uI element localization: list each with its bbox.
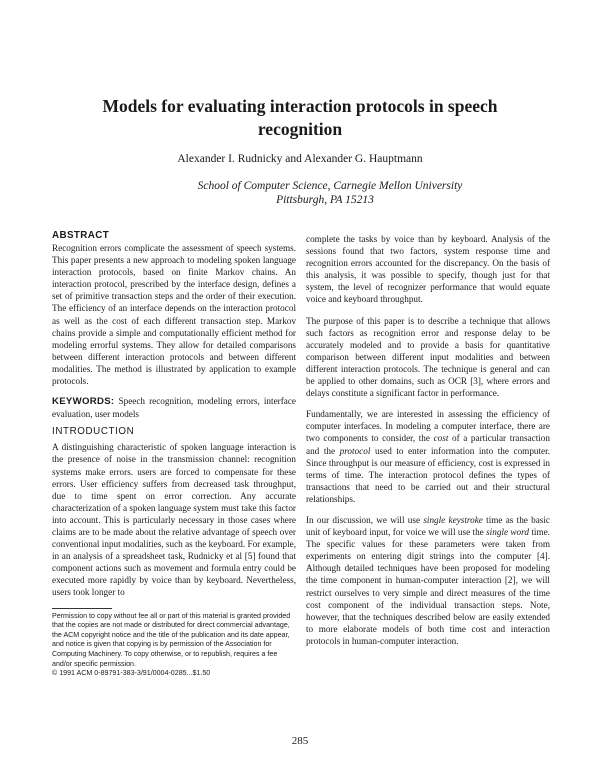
paragraph-4-part-c: time. The specific values for these parameters were taken from experiments on entering digit strings into the computer [4]. Although detailed techniques have been proposed for modeling the time component in human-computer interaction [2], we will restrict ourselves to very simple and direct measures of the time cost component of the individual transaction steps. Note, however, that the techniques described below are easily extended to more elaborate models of both time cost and interaction protocols in human-computer interaction. [306, 527, 550, 646]
paragraph-3 [306, 408, 550, 505]
introduction-text: A distinguishing characteristic of spoken language interaction is the presence of noise in the transmission channel: recognition systems make errors. users are forced to compensate for these errors. User efficiency suffers from decreased task throughput, due to time spent on error correction. Any accurate characterization of a spoken language system must take this factor into account. This is particularly necessary in those cases where claims are to be made about the relative advantage of speech over conventional input modalities, such as the keyboard. For example, in an analysis of a spreadsheet task, Rudnicky et al [5] found that component actions such as movement and formula entry could be executed more rapidly by voice than by keyboard. Nevertheless, users took longer to [52, 442, 296, 598]
keywords-label: KEYWORDS: [52, 396, 115, 408]
title-line-1: Models for evaluating interaction protocols in speech [102, 96, 498, 116]
copyright-permission: Permission to copy without fee all or part of this material is granted provided that the copies are not made or distributed for direct commercial advantage, the ACM copyright notice and the title of the publication and its date appear, and notice is given that copying is by permission of the Association for Computing Machinery. To copy otherwise, or to republish, requires a fee and/or specific permission. [52, 611, 291, 668]
term-single-word: single word [486, 527, 529, 538]
copyright-line: © 1991 ACM 0-89791-383-3/91/0004-0285...$1.50 [52, 669, 211, 678]
keywords-text: Speech recognition, modeling errors, interface evaluation, user models [52, 396, 296, 420]
affiliation [40, 179, 560, 207]
paragraph-3-part-b: of a particular transaction and the [306, 433, 550, 456]
title-line-2: recognition [257, 119, 343, 139]
affiliation-line-1: School of Computer Science, Carnegie Mellon University [197, 180, 463, 192]
affiliation-line-2: Pittsburgh, PA 15213 [276, 194, 374, 206]
term-single-keystroke: single keystroke [423, 514, 483, 525]
page-number: 285 [291, 735, 309, 747]
abstract-text: Recognition errors complicate the assessment of speech systems. This paper presents a new approach to modeling spoken language interaction protocols, based on finite Markov chains. An interaction protocol, prescribed by the interface design, defines a set of primitive transaction steps and the order of their execution. The efficiency of an interface depends on the interaction protocol as well as the cost of each different transaction step. Markov chains provide a simple and computationally efficient method for modeling errorful systems. They allow for detailed comparisons between different interaction protocols and between different modalities. The method is illustrated by application to example protocols. [52, 243, 296, 387]
introduction-heading: INTRODUCTION [52, 426, 135, 438]
authors: Alexander I. Rudnicky and Alexander G. Hauptmann [177, 153, 423, 165]
paragraph-1: complete the tasks by voice than by keyboard. Analysis of the sessions found that two factors, system response time and recognition errors accounted for the discrepancy. On the basis of this analysis, it was possible to specify, though just for that system, the level of recognizer performance that would equate voice and keyboard throughput. [306, 234, 550, 305]
paragraph-3-part-c: used to enter information into the computer. Since throughput is our measure of efficiency, cost is expressed in terms of time. The interaction protocol defines the types of transactions that need to be carried out and their structural relationships. [306, 445, 550, 504]
paragraph-2: The purpose of this paper is to describe a technique that allows such factors as recognition error and response delay to be accurately modeled and to provide a basis for quantitative comparison between different input modalities and between different interaction protocols. The technique is general and can be applied to other domains, such as OCR [3], where errors and delays constitute a significant factor in performance. [306, 315, 550, 399]
paragraph-4-part-b: time as the basic unit of keyboard input, for voice we will use the [306, 514, 551, 538]
right-column [306, 233, 550, 647]
paper-title [40, 95, 560, 141]
paragraph-3-part-a: Fundamentally, we are interested in assessing the efficiency of computer interfaces. In modeling a computer interface, there are two components to consider, the [306, 409, 550, 444]
left-column [52, 230, 296, 679]
keywords [52, 395, 296, 420]
term-protocol: protocol [339, 445, 371, 456]
term-cost: cost [433, 433, 449, 444]
copyright-notice [52, 612, 296, 679]
paragraph-4-part-a: In our discussion, we will use [306, 514, 424, 525]
footnote-rule [52, 608, 112, 609]
abstract-heading: ABSTRACT [52, 230, 110, 241]
paragraph-4 [306, 514, 550, 647]
